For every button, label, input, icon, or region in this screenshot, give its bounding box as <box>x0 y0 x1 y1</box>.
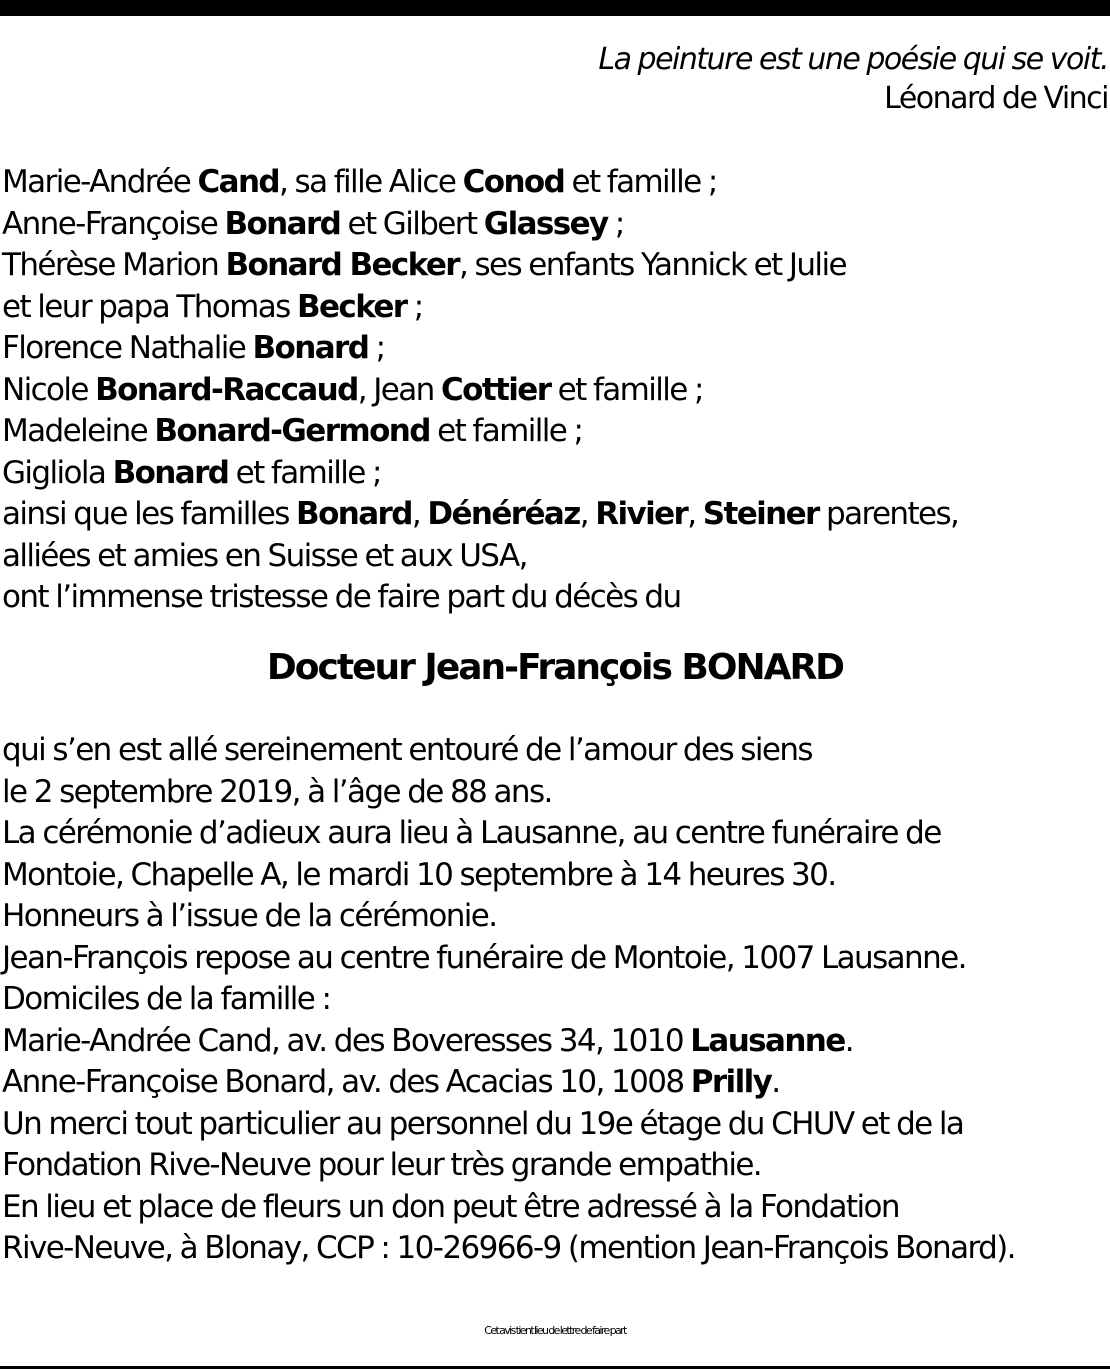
family-line <box>2 245 958 287</box>
family-surname: Bonard-Germond <box>154 413 430 449</box>
top-border-rule <box>0 0 1110 16</box>
family-surname: Bonard <box>296 496 412 532</box>
family-line: alliées et amies en Suisse et aux USA, <box>2 537 527 574</box>
detail-line: Rive-Neuve, à Blonay, CCP : 10-26966-9 (mention Jean-François Bonard). <box>2 1230 1015 1266</box>
family-surname: Rivier <box>595 496 688 532</box>
separator: , <box>687 496 703 532</box>
ceremony-details <box>2 730 1015 1270</box>
text-run: Gigliola <box>2 454 113 491</box>
detail-line: Jean-François repose au centre funéraire de Montoie, 1007 Lausanne. <box>2 939 966 976</box>
detail-line: Montoie, Chapelle A, le mardi 10 septembre à 14 heures 30. <box>2 856 836 893</box>
family-surname: Bonard <box>252 330 369 366</box>
detail-line: Fondation Rive-Neuve pour leur très grande empathie. <box>2 1147 762 1183</box>
family-surname: Bonard <box>112 454 229 491</box>
text-run: , ses enfants Yannick et Julie <box>458 247 846 283</box>
text-run: et leur papa Thomas <box>2 288 297 325</box>
family-line <box>2 162 958 204</box>
footer-note: Cet avis tient lieu de lettre de faire part <box>484 1324 626 1337</box>
text-run: parentes, <box>818 496 959 532</box>
text-run: Anne-Françoise Bonard, av. des Acacias 10, 1008 <box>2 1064 691 1100</box>
deceased-name: Docteur Jean-François BONARD <box>266 647 844 688</box>
family-announcement <box>2 162 958 619</box>
text-run: et famille ; <box>228 454 381 491</box>
text-run: . <box>844 1022 853 1059</box>
family-surname: Cand <box>197 164 280 200</box>
family-surname: Steiner <box>702 496 819 532</box>
family-line <box>2 453 958 495</box>
text-run: ; <box>368 330 385 366</box>
text-run: ; <box>406 288 423 325</box>
bottom-border-rule <box>0 1366 1110 1369</box>
text-run: Anne-Françoise <box>2 205 225 242</box>
city-name: Lausanne <box>690 1022 845 1059</box>
separator: , <box>411 496 428 532</box>
family-line <box>2 287 958 329</box>
detail-line: qui s’en est allé sereinement entouré de l’amour des siens <box>2 732 812 768</box>
detail-line: le 2 septembre 2019, à l’âge de 88 ans. <box>2 773 552 810</box>
text-run: et famille ; <box>564 164 717 200</box>
text-run: Marie-Andrée <box>2 164 198 200</box>
family-line <box>2 328 958 370</box>
address-line <box>2 1062 1015 1104</box>
family-surname: Bonard Becker <box>225 247 459 283</box>
text-run: Madeleine <box>2 413 155 449</box>
family-line <box>2 494 958 536</box>
separator: , <box>579 496 596 532</box>
detail-line: Domiciles de la famille : <box>2 981 331 1017</box>
text-run: Marie-Andrée Cand, av. des Boveresses 34, 1010 <box>2 1022 691 1059</box>
epigraph-quote: La peinture est une poésie qui se voit. <box>598 42 1108 77</box>
text-run: et Gilbert <box>340 205 484 242</box>
city-name: Prilly <box>690 1064 772 1100</box>
epigraph-author: Léonard de Vinci <box>884 81 1108 116</box>
text-run: et famille ; <box>429 413 583 449</box>
family-line <box>2 204 958 246</box>
address-line <box>2 1021 1015 1063</box>
detail-line: Honneurs à l’issue de la cérémonie. <box>2 898 497 934</box>
family-surname: Dénéréaz <box>427 496 580 532</box>
family-surname: Conod <box>462 164 565 200</box>
text-run: Nicole <box>2 371 96 408</box>
text-run: et famille ; <box>550 371 703 408</box>
family-line <box>2 370 958 412</box>
family-line <box>2 411 958 453</box>
detail-line: En lieu et place de fleurs un don peut être adressé à la Fondation <box>2 1188 899 1225</box>
text-run: ; <box>607 205 624 242</box>
family-surname: Bonard-Raccaud <box>95 371 358 408</box>
family-line: ont l’immense tristesse de faire part du décès du <box>2 579 681 615</box>
text-run: . <box>771 1064 780 1100</box>
detail-line: Un merci tout particulier au personnel du 19e étage du CHUV et de la <box>2 1105 964 1142</box>
text-run: Thérèse Marion <box>2 247 226 283</box>
detail-line: La cérémonie d’adieux aura lieu à Lausanne, au centre funéraire de <box>2 815 941 851</box>
epigraph <box>598 40 1108 118</box>
text-run: , sa fille Alice <box>279 164 463 200</box>
family-surname: Cottier <box>440 371 551 408</box>
family-surname: Becker <box>296 288 407 325</box>
family-surname: Bonard <box>224 205 341 242</box>
text-run: Florence Nathalie <box>2 330 253 366</box>
text-run: ainsi que les familles <box>2 496 297 532</box>
text-run: , Jean <box>357 371 441 408</box>
family-surname: Glassey <box>483 205 608 242</box>
